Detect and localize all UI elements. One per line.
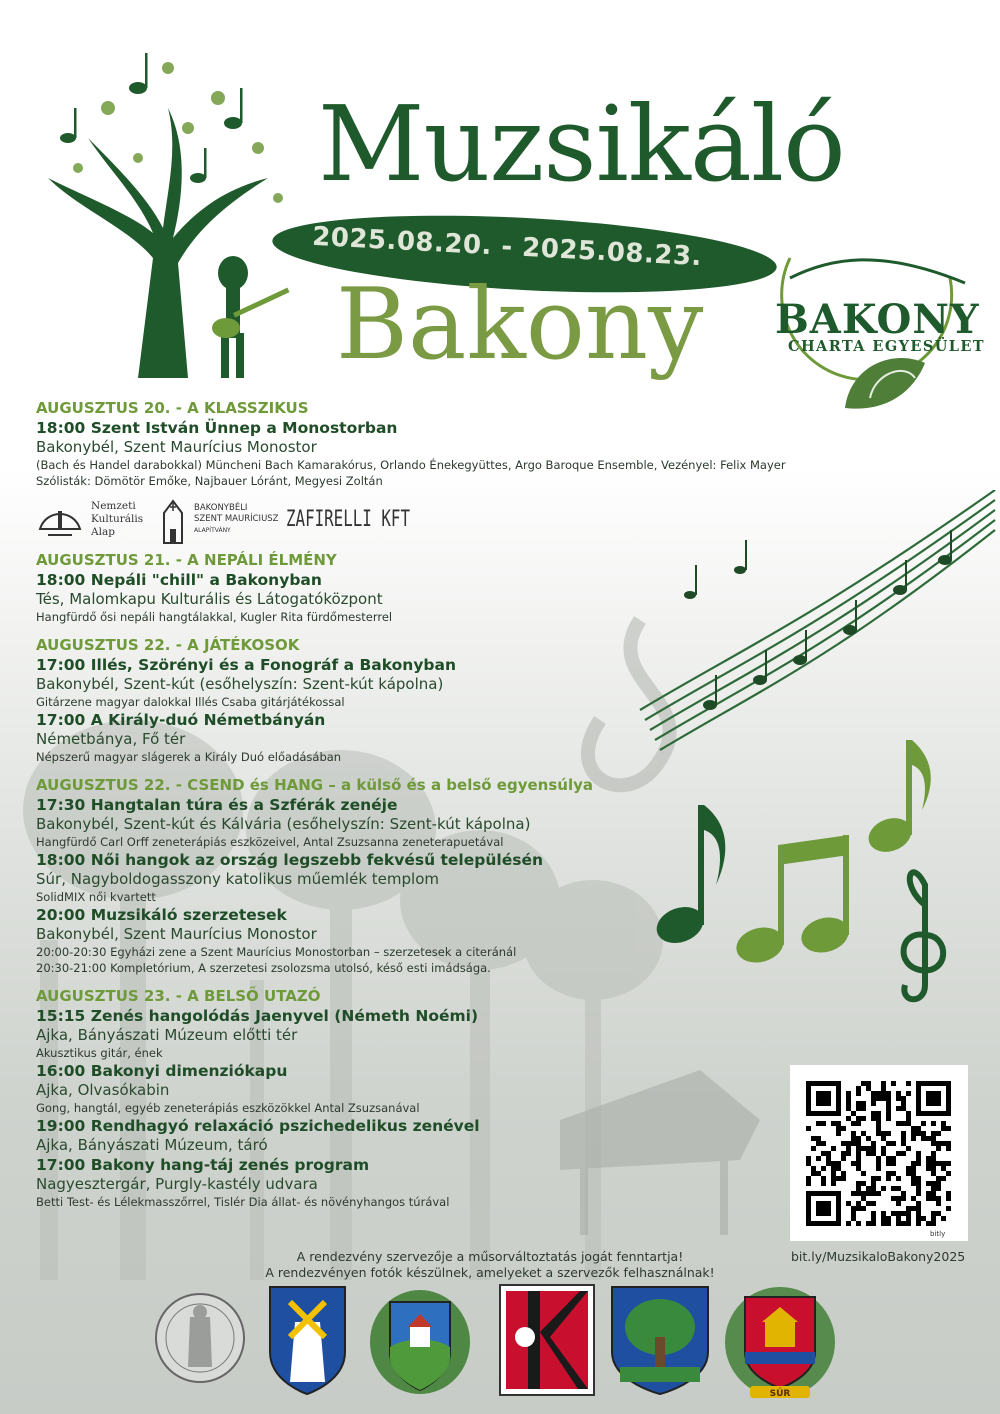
organizer-subtitle: CHARTA EGYESÜLET — [788, 338, 985, 355]
qr-code-pattern — [790, 1065, 968, 1241]
qr-code[interactable] — [790, 1065, 968, 1241]
event-title: 19:00 Rendhagyó relaxáció pszichedelikus zenével — [36, 1117, 480, 1135]
qr-caption: bitly — [930, 1230, 946, 1238]
crest-label: SÚR — [769, 1389, 791, 1399]
event-place: Ajka, Bányászati Múzeum, táró — [36, 1136, 268, 1154]
event-description: 20:00-20:30 Egyházi zene a Szent Maurícius Monostorban – szerzetesek a citeránál — [36, 945, 517, 959]
event-place: Bakonybél, Szent-kút és Kálvária (esőhelyszín: Szent-kút kápolna) — [36, 815, 531, 833]
nka-text: Alap — [91, 526, 115, 538]
event-description: 20:30-21:00 Kompletórium, A szerzetesi zsolozsma utolsó, késő esti imádsága. — [36, 961, 491, 975]
foundation-text: BAKONYBÉLI — [194, 503, 248, 513]
event-place: Tés, Malomkapu Kulturális és Látogatóközpont — [36, 590, 383, 608]
day-heading: AUGUSZTUS 22. - A JÁTÉKOSOK — [36, 636, 300, 654]
day-heading: AUGUSZTUS 22. - CSEND és HANG – a külső és a belső egyensúlya — [36, 776, 593, 794]
organizer-notice — [250, 1249, 730, 1281]
nka-text: Nemzeti — [91, 500, 136, 512]
sponsor-logos — [36, 495, 756, 547]
notice-line: A rendezvény szervezője a műsorváltoztatás jogát fenntartja! — [296, 1249, 684, 1264]
event-title: 20:00 Muzsikáló szerzetesek — [36, 906, 287, 924]
event-description: Gitárzene magyar dalokkal Illés Csaba gitárjátékossal — [36, 695, 345, 709]
event-place: Németbánya, Fő tér — [36, 730, 186, 748]
event-title: 18:00 Női hangok az ország legszebb fekvésű településén — [36, 851, 543, 869]
event-place: Nagyesztergár, Purgly-kastély udvara — [36, 1175, 318, 1193]
crest-church-wreath — [370, 1290, 470, 1394]
event-title: 17:00 Illés, Szörényi és a Fonográf a Bakonyban — [36, 656, 457, 674]
festival-dates: 2025.08.20. - 2025.08.23. — [311, 221, 703, 273]
event-title: 17:30 Hangtalan túra és a Szférák zenéje — [36, 796, 398, 814]
event-place: Bakonybél, Szent Maurícius Monostor — [36, 438, 317, 456]
day-heading: AUGUSZTUS 23. - A BELSŐ UTAZÓ — [36, 987, 321, 1005]
day-heading: AUGUSZTUS 20. - A KLASSZIKUS — [36, 399, 309, 417]
crest-tree — [612, 1287, 708, 1394]
nka-logo-icon — [36, 499, 84, 543]
event-description: Gong, hangtál, egyéb zeneterápiás eszközökkel Antal Zsuzsanával — [36, 1101, 420, 1115]
festival-title-line1: Muzsikáló — [318, 83, 845, 205]
event-place: Bakonybél, Szent-kút (esőhelyszín: Szent-kút kápolna) — [36, 675, 444, 693]
event-place: Súr, Nagyboldogasszony katolikus műemlék templom — [36, 870, 439, 888]
crest-windmill — [270, 1287, 345, 1394]
event-description: Betti Test- és Lélekmasszőrrel, Tislér Dia állat- és növényhangos túrával — [36, 1195, 450, 1209]
event-place: Ajka, Olvasókabin — [36, 1081, 170, 1099]
event-description: (Bach és Handel darabokkal) Müncheni Bach Kamarakórus, Orlando Énekegyüttes, Argo Baroque Ensemble, Vezényel: Felix Mayer — [36, 458, 786, 472]
event-description: Hangfürdő ősi nepáli hangtálakkal, Kugler Rita fürdőmesterrel — [36, 610, 393, 624]
notice-line: A rendezvényen fotók készülnek, amelyeket a szervezők felhasználnak! — [265, 1265, 715, 1280]
event-link[interactable]: bit.ly/MuzsikaloBakony2025 — [791, 1249, 966, 1264]
event-description: Népszerű magyar slágerek a Király Duó előadásában — [36, 750, 342, 764]
event-title: 18:00 Szent István Ünnep a Monostorban — [36, 419, 398, 437]
music-tree-logo — [18, 28, 318, 388]
crest-sur — [725, 1287, 835, 1399]
event-title: 15:15 Zenés hangolódás Jaenyvel (Németh Noémi) — [36, 1007, 479, 1025]
event-description: Akusztikus gitár, ének — [36, 1046, 163, 1060]
nka-text: Kulturális — [91, 513, 144, 525]
organizer-name: BAKONY — [775, 296, 980, 343]
event-description: Hangfürdő Carl Orff zeneterápiás eszközeivel, Antal Zsuzsanna zeneterapuetával — [36, 835, 504, 849]
municipal-crests — [150, 1282, 850, 1400]
crest-ajka — [500, 1285, 594, 1395]
event-place: Ajka, Bányászati Múzeum előtti tér — [36, 1026, 298, 1044]
event-place: Bakonybél, Szent Maurícius Monostor — [36, 925, 317, 943]
event-description: Szólisták: Dömötör Emőke, Najbauer Lóránt, Megyesi Zoltán — [36, 474, 383, 488]
church-icon — [158, 499, 188, 545]
bakonybel-seal — [156, 1294, 244, 1382]
foundation-text: SZENT MAURÍCIUSZ — [194, 514, 279, 524]
program-list — [36, 399, 786, 1210]
day-heading: AUGUSZTUS 21. - A NEPÁLI ÉLMÉNY — [36, 551, 337, 569]
company-logo: ZAFIRELLI KFT — [286, 507, 410, 532]
foundation-text: ALAPÍTVÁNY — [194, 527, 231, 534]
event-title: 16:00 Bakonyi dimenziókapu — [36, 1062, 288, 1080]
event-title: 17:00 Bakony hang-táj zenés program — [36, 1156, 370, 1174]
event-title: 18:00 Nepáli "chill" a Bakonyban — [36, 571, 322, 589]
festival-title-line2: Bakony — [336, 268, 704, 382]
event-title: 17:00 A Király-duó Németbányán — [36, 711, 326, 729]
event-description: SolidMIX női kvartett — [36, 890, 156, 904]
